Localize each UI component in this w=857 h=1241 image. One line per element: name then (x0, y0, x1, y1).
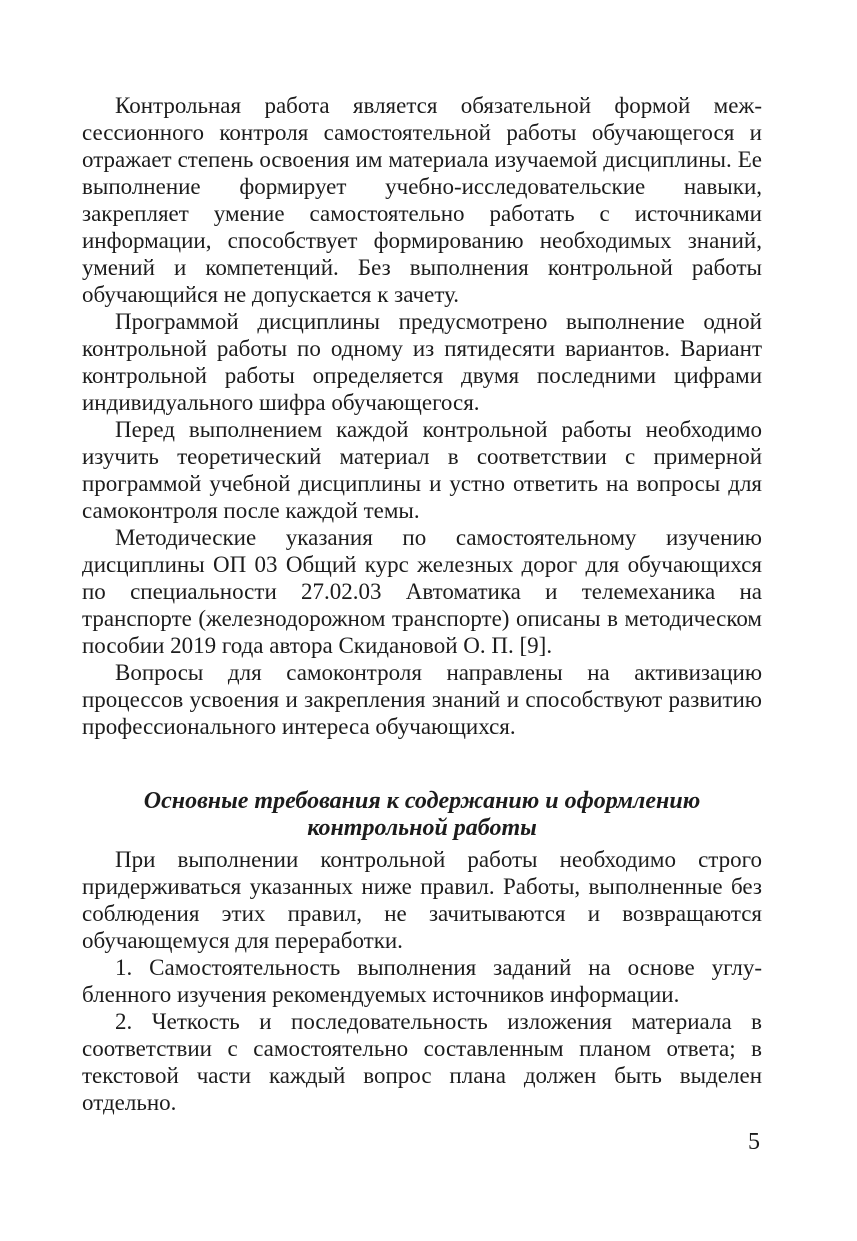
section-heading-line-2: контрольной работы (307, 815, 537, 841)
section-heading (82, 788, 762, 842)
paragraph-rule-1: 1. Самостоятельность выполнения заданий на основе углубленного изучения рекомендуемых источников информации. (82, 955, 762, 1007)
paragraph-rule-2: 2. Четкость и последовательность изложения материала в соответствии с самостоятельно составленным планом ответа; в текстовой части каждый вопрос плана должен быть выделен отдельно. (82, 1009, 762, 1115)
paragraph-rules-intro: При выполнении контрольной работы необходимо строго придерживаться указанных ниже правил. Работы, выполненные без соблюдения этих правил, не зачитываются и возвращаются обучающемуся для переработки. (82, 847, 762, 953)
paragraph-preparation: Перед выполнением каждой контрольной работы необходимо изучить теоретический материал в соответствии с примерной программой учебной дисциплины и устно ответить на вопросы для самоконтроля после каждой темы. (82, 417, 762, 523)
page-number: 5 (748, 1129, 760, 1155)
section-heading-line-1: Основные требования к содержанию и оформлению (143, 788, 701, 814)
paragraph-self-control-questions: Вопросы для самоконтроля направлены на активизацию процессов усвоения и закрепления знаний и способствуют развитию профессионального интереса обучающихся. (82, 660, 762, 739)
page-body (82, 92, 762, 1116)
paragraph-program-variants: Программой дисциплины предусмотрено выполнение одной контрольной работы по одному из пятидесяти вариантов. Вариант контрольной работы определяется двумя последними цифрами индивидуального шифра обучающегося. (82, 309, 762, 415)
paragraph-control-work-purpose: Контрольная работа является обязательной формой межсессионного контроля самостоятельной работы обучающегося и отражает степень освоения им материала изучаемой дисциплины. Ее выполнение формирует учебно-исследовательские навыки, закрепляет умение самостоятельно работать с источниками информации, способствует формированию необходимых знаний, умений и компетенций. Без выполнения контрольной работы обучающийся не допускается к зачету. (82, 93, 762, 307)
paragraph-methodical-guidelines: Методические указания по самостоятельному изучению дисциплины ОП 03 Общий курс железных дорог для обучающихся по специальности 27.02.03 Автоматика и телемеханика на транспорте (железнодорожном транспорте) описаны в методическом пособии 2019 года автора Скидановой О. П. [9]. (82, 525, 762, 658)
